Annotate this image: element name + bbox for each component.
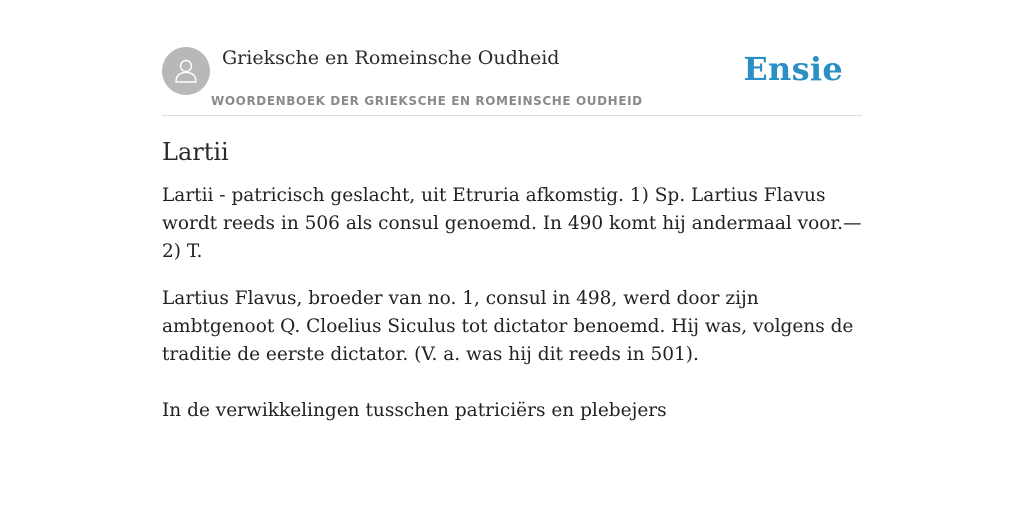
entry-title: Lartii: [162, 138, 229, 166]
user-icon: [171, 56, 201, 86]
source-title-link[interactable]: Grieksche en Romeinsche Oudheid: [222, 47, 560, 69]
entry-content: [162, 138, 862, 425]
entry-paragraph: Lartius Flavus, broeder van no. 1, consul in 498, werd door zijn ambtgenoot Q. Cloelius Siculus tot dictator benoemd. Hij was, volgens de traditie de eerste dictator. (V. a. was hij dit reeds in 501).: [162, 288, 854, 365]
source-subtitle: WOORDENBOEK DER GRIEKSCHE EN ROMEINSCHE OUDHEID: [211, 94, 643, 108]
ensie-logo-link[interactable]: Ensie: [743, 50, 843, 88]
source-header: [162, 44, 862, 116]
source-avatar[interactable]: [162, 47, 210, 95]
entry-paragraph: In de verwikkelingen tusschen patriciërs en plebejers: [162, 400, 667, 421]
entry-paragraph: Lartii - patricisch geslacht, uit Etruria afkomstig. 1) Sp. Lartius Flavus wordt reeds in 506 als consul genoemd. In 490 komt hij andermaal voor.—2) T.: [162, 185, 862, 262]
